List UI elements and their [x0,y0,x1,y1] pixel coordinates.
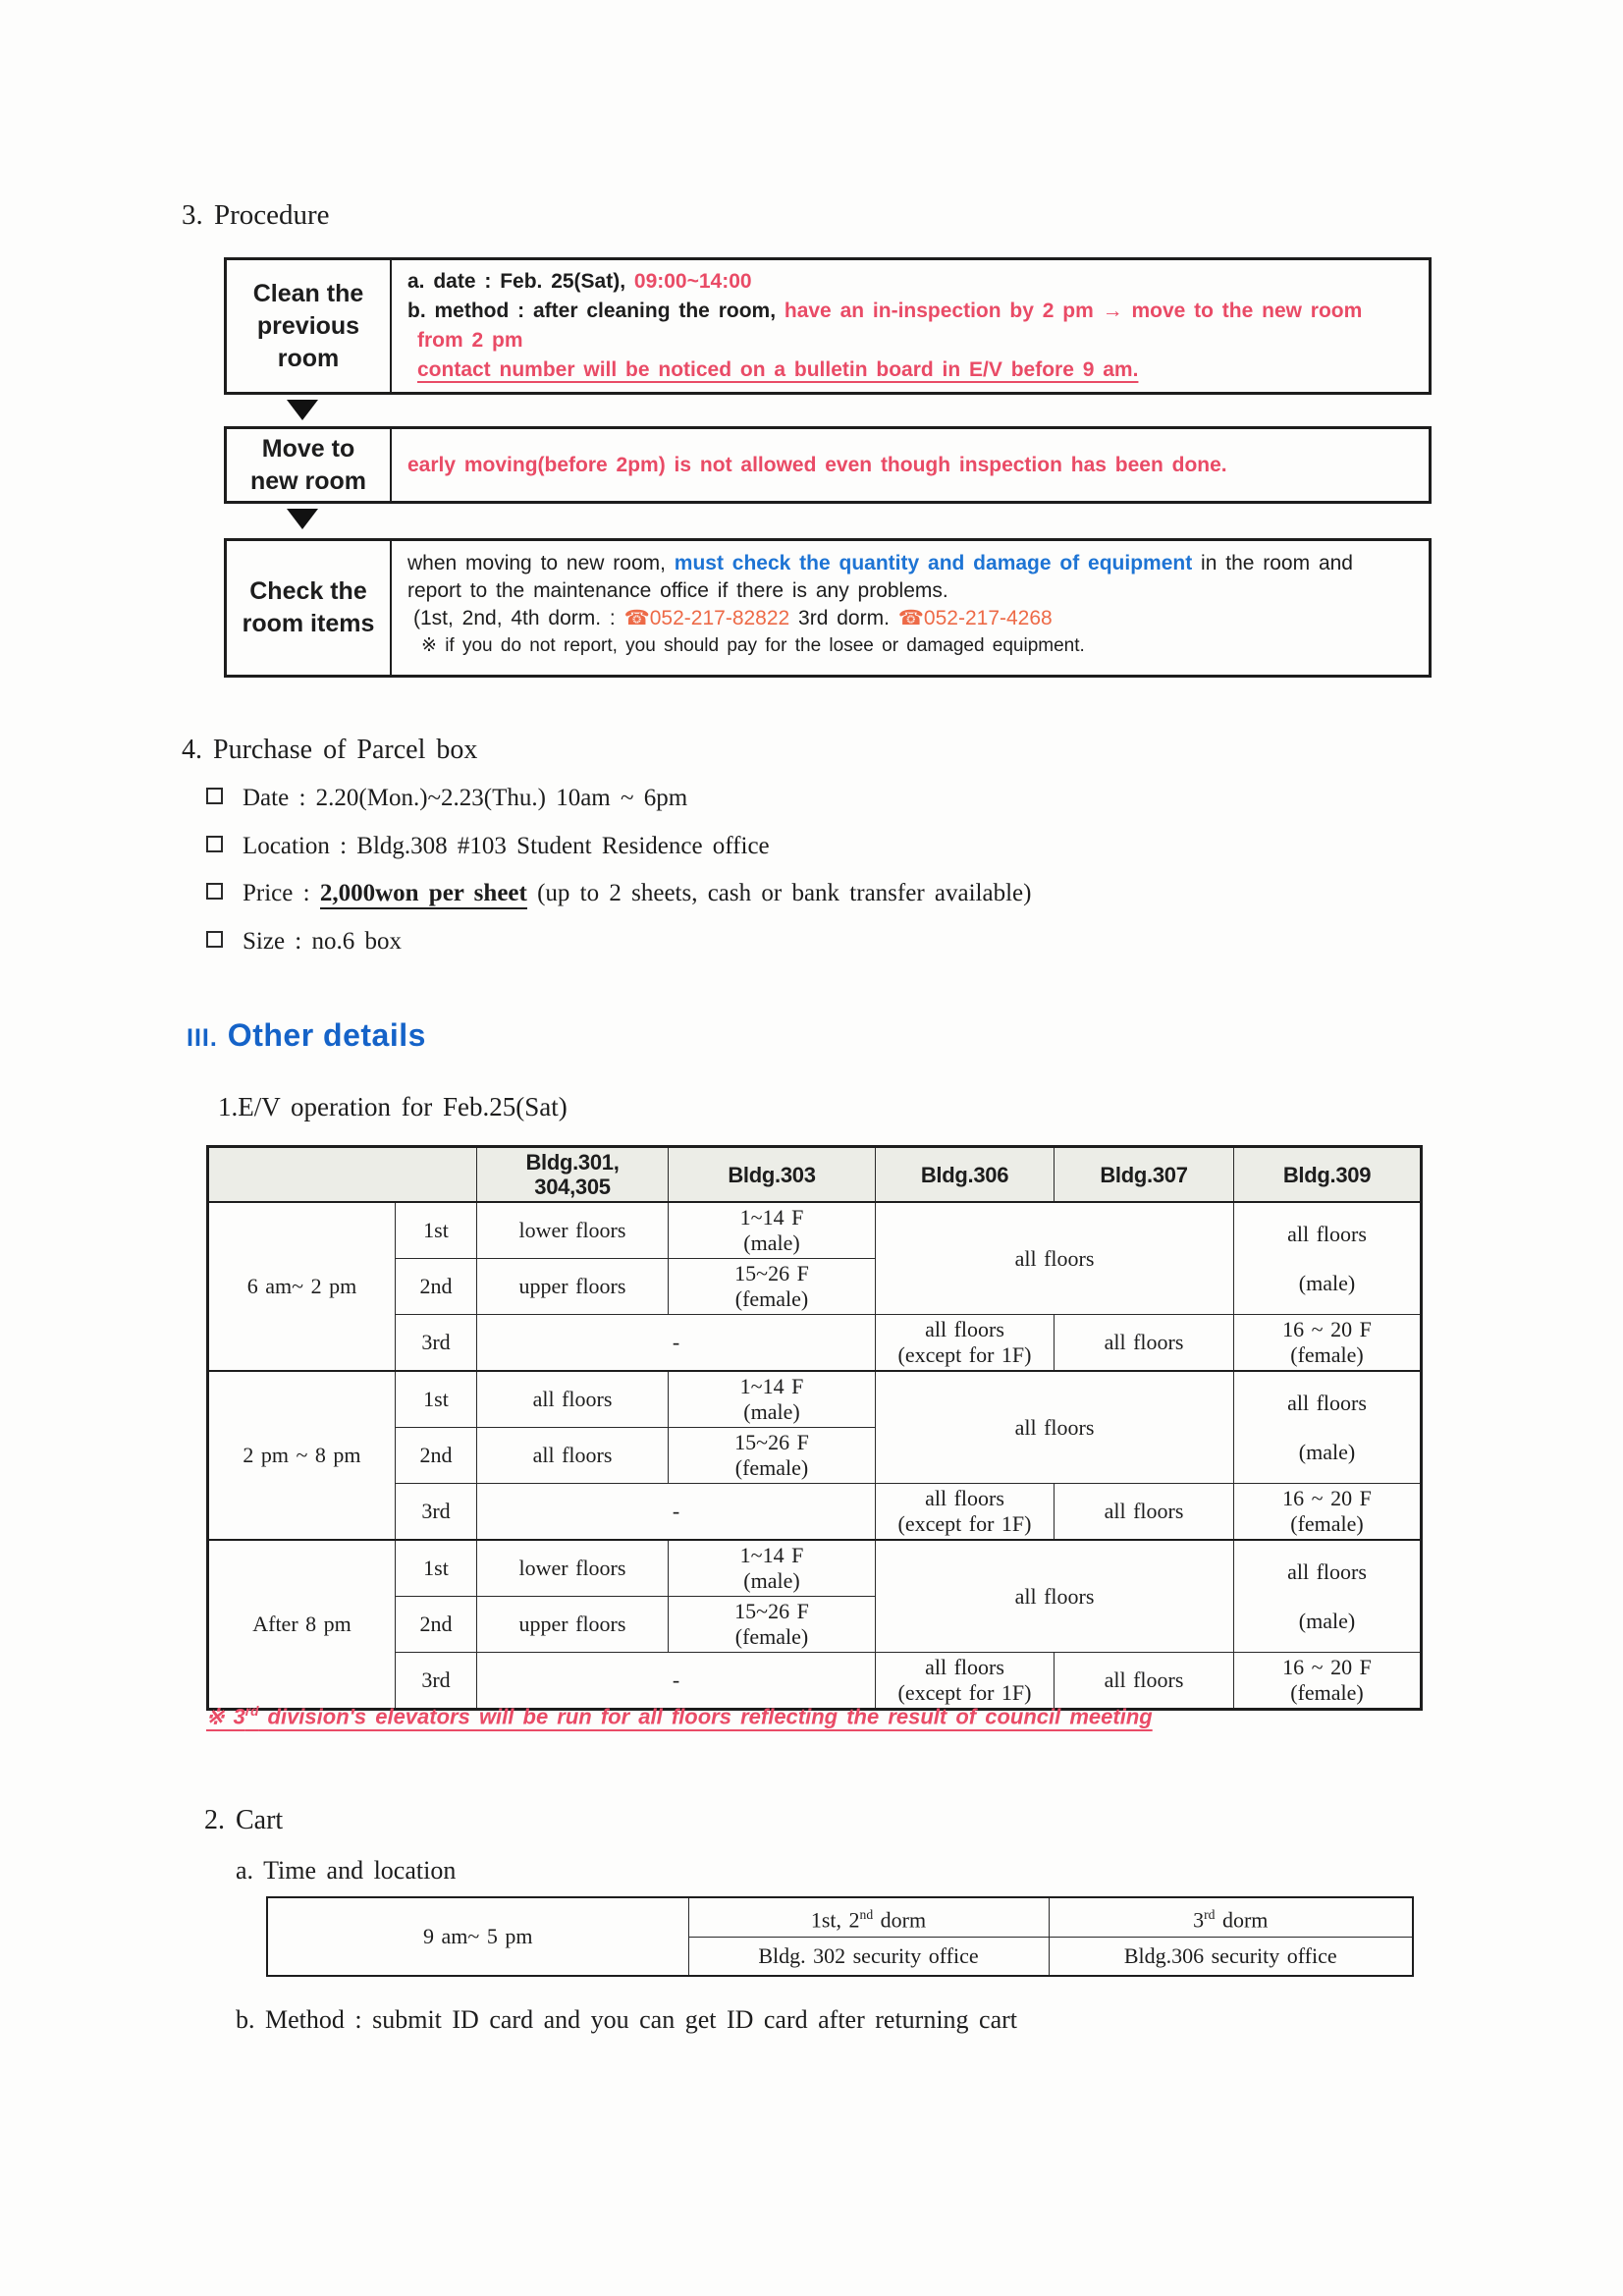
step1-line-a [407,267,1413,297]
ev-header-bldg307: Bldg.307 [1055,1147,1234,1203]
cell-line: (male) [743,1230,800,1255]
cell-line: (except for 1F) [897,1342,1032,1367]
cell-line: 15~26 F [734,1599,809,1623]
section-heading-other-details [187,1017,426,1054]
ev-cell-b303 [669,1428,876,1484]
step-content [392,260,1429,392]
step1-line-a-red: 09:00~14:00 [633,270,752,293]
ev-time-cell: After 8 pm [208,1540,396,1710]
subsection-heading-cart: 2. Cart [204,1805,284,1835]
list-item-location [206,833,770,860]
cell-line: (except for 1F) [897,1680,1032,1705]
ev-cell-b309-merged [1234,1202,1422,1315]
checkbox-bullet-icon [206,836,223,852]
cart-method-text: b. Method : submit ID card and you can get ID card after returning cart [236,2005,1018,2034]
ev-cell-b303 [669,1202,876,1259]
cell-line: (male) [1298,1439,1356,1464]
cell-line: 1~14 F [739,1205,804,1230]
ev-division-cell: 3rd [396,1653,477,1710]
ev-cell-b301: upper floors [477,1259,669,1315]
step3-text-blue: must check the quantity and damage of equipment [674,552,1193,574]
step-box-check-room-items [224,538,1432,678]
ev-cell-b309 [1234,1653,1422,1710]
step-content [392,541,1429,675]
step3-phone-prefix: (1st, 2nd, 4th dorm. : [413,607,624,629]
ev-row [208,1202,1422,1259]
cell-line: all floors [1287,1558,1367,1584]
ev-cell-dash: - [477,1315,876,1372]
ev-header-empty [208,1147,477,1203]
ev-division-cell: 1st [396,1540,477,1597]
cell-superscript: nd [859,1906,874,1922]
cart-sub-heading-time-location: a. Time and location [236,1856,457,1885]
heading-text: Other details [227,1017,426,1053]
ev-division-cell: 3rd [396,1484,477,1541]
cart-header-dorm3 [1049,1897,1413,1937]
step-label: Clean the previous room [227,260,392,392]
phone-number-2: ☎052-217-4268 [897,607,1053,629]
list-item-price [206,880,1031,907]
list-item-size [206,928,402,956]
cell-line: all floors [925,1486,1004,1510]
step-content [392,429,1429,501]
step3-phone-line [413,605,1413,632]
ev-cell-b303 [669,1371,876,1428]
ev-cell-b309-merged [1234,1371,1422,1484]
ev-cell-b306-b307-merged: all floors [876,1202,1234,1315]
step3-text-black2: in the room and report to the maintenance office if there is any problems. [407,552,1353,602]
heading-numeral: III. [187,1024,218,1052]
cell-line: 15~26 F [734,1430,809,1454]
ev-row [208,1540,1422,1597]
cell-line: (female) [1290,1511,1364,1536]
cell-line: (female) [734,1624,809,1649]
ev-cell-b301: upper floors [477,1597,669,1653]
cell-line: 16 ~ 20 F [1282,1655,1372,1679]
cell-line: all floors [925,1317,1004,1341]
ev-time-cell: 2 pm ~ 8 pm [208,1371,396,1540]
step1-line-b-red: have an in-inspection by 2 pm → move to the new room [784,300,1363,322]
ev-cell-b306-b307-merged: all floors [876,1371,1234,1484]
cell-line: (female) [734,1286,809,1311]
cell-line: (male) [1298,1608,1356,1633]
ev-cell-b307: all floors [1055,1315,1234,1372]
cell-line: all floors [1287,1221,1367,1246]
ev-cell-b301: all floors [477,1428,669,1484]
cell-line: (except for 1F) [897,1511,1032,1536]
cell-line: 15~26 F [734,1261,809,1285]
list-item-date [206,785,687,812]
step-label: Move to new room [227,429,392,501]
ev-cell-b309-merged [1234,1540,1422,1653]
ev-division-cell: 2nd [396,1597,477,1653]
cell-line: all floors [1287,1390,1367,1415]
subsection-heading-ev: 1.E/V operation for Feb.25(Sat) [218,1092,568,1121]
ev-row [208,1371,1422,1428]
price-suffix: (up to 2 sheets, cash or bank transfer available) [526,880,1032,906]
checkbox-bullet-icon [206,788,223,804]
step3-text-black: when moving to new room, [407,552,675,574]
ev-cell-b303 [669,1540,876,1597]
list-item-text: Size : no.6 box [243,928,402,955]
ev-header-bldg301 [477,1147,669,1203]
ev-cell-dash: - [477,1484,876,1541]
header-line: 304,305 [534,1175,611,1199]
ev-header-bldg306: Bldg.306 [876,1147,1055,1203]
cart-table [266,1896,1414,1977]
ev-cell-b301: all floors [477,1371,669,1428]
step1-line-a-black: a. date : Feb. 25(Sat), [407,270,634,293]
cell-line: 1~14 F [739,1543,804,1567]
step-box-clean-previous-room [224,257,1432,395]
cart-cell-bldg302: Bldg. 302 security office [688,1937,1049,1976]
header-line: Bldg.301, [525,1150,620,1175]
step-label: Check the room items [227,541,392,675]
ev-cell-b301: lower floors [477,1540,669,1597]
ev-cell-b306 [876,1484,1055,1541]
flow-arrow-down-icon [287,400,318,420]
ev-cell-b309 [1234,1484,1422,1541]
cell-text: dorm [1215,1906,1269,1932]
cell-text: 1st, 2 [810,1906,860,1932]
cart-cell-bldg306: Bldg.306 security office [1049,1937,1413,1976]
cell-line: (female) [734,1455,809,1480]
step1-line-b2: from 2 pm [417,329,523,352]
section-heading-parcel: 4. Purchase of Parcel box [182,735,478,765]
ev-header-bldg303: Bldg.303 [669,1147,876,1203]
ev-cell-b306 [876,1653,1055,1710]
ev-cell-b306 [876,1315,1055,1372]
list-item-text: Date : 2.20(Mon.)~2.23(Thu.) 10am ~ 6pm [243,785,688,811]
footnote-text: division's elevators will be run for all floors reflecting the result of council meeting [258,1704,1153,1729]
footnote-text: ※ 3 [206,1704,245,1729]
cell-line: all floors [925,1655,1004,1679]
cell-line: (male) [743,1568,800,1593]
ev-division-cell: 1st [396,1371,477,1428]
ev-cell-b306-b307-merged: all floors [876,1540,1234,1653]
step3-paragraph [407,550,1413,605]
ev-cell-b303 [669,1259,876,1315]
cell-line: 16 ~ 20 F [1282,1486,1372,1510]
ev-cell-b301: lower floors [477,1202,669,1259]
cell-line: (male) [743,1399,800,1424]
step2-text: early moving(before 2pm) is not allowed even though inspection has been done. [407,454,1227,476]
ev-division-cell: 2nd [396,1259,477,1315]
ev-cell-b307: all floors [1055,1653,1234,1710]
cell-text: 3 [1193,1906,1205,1932]
list-item-text: Location : Bldg.308 #103 Student Residence office [243,833,770,859]
price-highlight: 2,000won per sheet [320,880,527,909]
ev-time-cell: 6 am~ 2 pm [208,1202,396,1371]
step-box-move-to-new-room [224,426,1432,504]
ev-header-bldg309: Bldg.309 [1234,1147,1422,1203]
cell-text: dorm [873,1906,927,1932]
checkbox-bullet-icon [206,931,223,948]
cell-superscript: rd [1204,1906,1216,1922]
price-prefix: Price : [243,880,320,906]
cart-row [267,1897,1413,1937]
cell-line: 1~14 F [739,1374,804,1398]
cell-line: (female) [1290,1680,1364,1705]
ev-footnote [206,1704,1153,1729]
ev-cell-b307: all floors [1055,1484,1234,1541]
cell-line: (female) [1290,1342,1364,1367]
step3-phone-mid: 3rd dorm. [789,607,898,629]
checkbox-bullet-icon [206,883,223,900]
phone-number-1: ☎052-217-82822 [623,607,790,629]
section-heading-procedure: 3. Procedure [182,199,330,231]
step1-line-c: contact number will be noticed on a bulletin board in E/V before 9 am. [417,358,1139,381]
footnote-superscript: rd [244,1704,259,1719]
flow-arrow-down-icon [287,509,318,529]
step1-line-b [407,297,1413,326]
ev-cell-dash: - [477,1653,876,1710]
cell-line: 16 ~ 20 F [1282,1317,1372,1341]
cell-line: (male) [1298,1270,1356,1295]
ev-division-cell: 3rd [396,1315,477,1372]
ev-division-cell: 2nd [396,1428,477,1484]
ev-division-cell: 1st [396,1202,477,1259]
ev-operation-table [206,1145,1423,1711]
ev-cell-b309 [1234,1315,1422,1372]
step1-line-b-black: b. method : after cleaning the room, [407,300,784,322]
cart-time-cell: 9 am~ 5 pm [267,1897,688,1976]
cart-header-dorm12 [688,1897,1049,1937]
ev-header-row [208,1147,1422,1203]
step3-note: ※ if you do not report, you should pay for the losee or damaged equipment. [421,635,1085,656]
ev-cell-b303 [669,1597,876,1653]
